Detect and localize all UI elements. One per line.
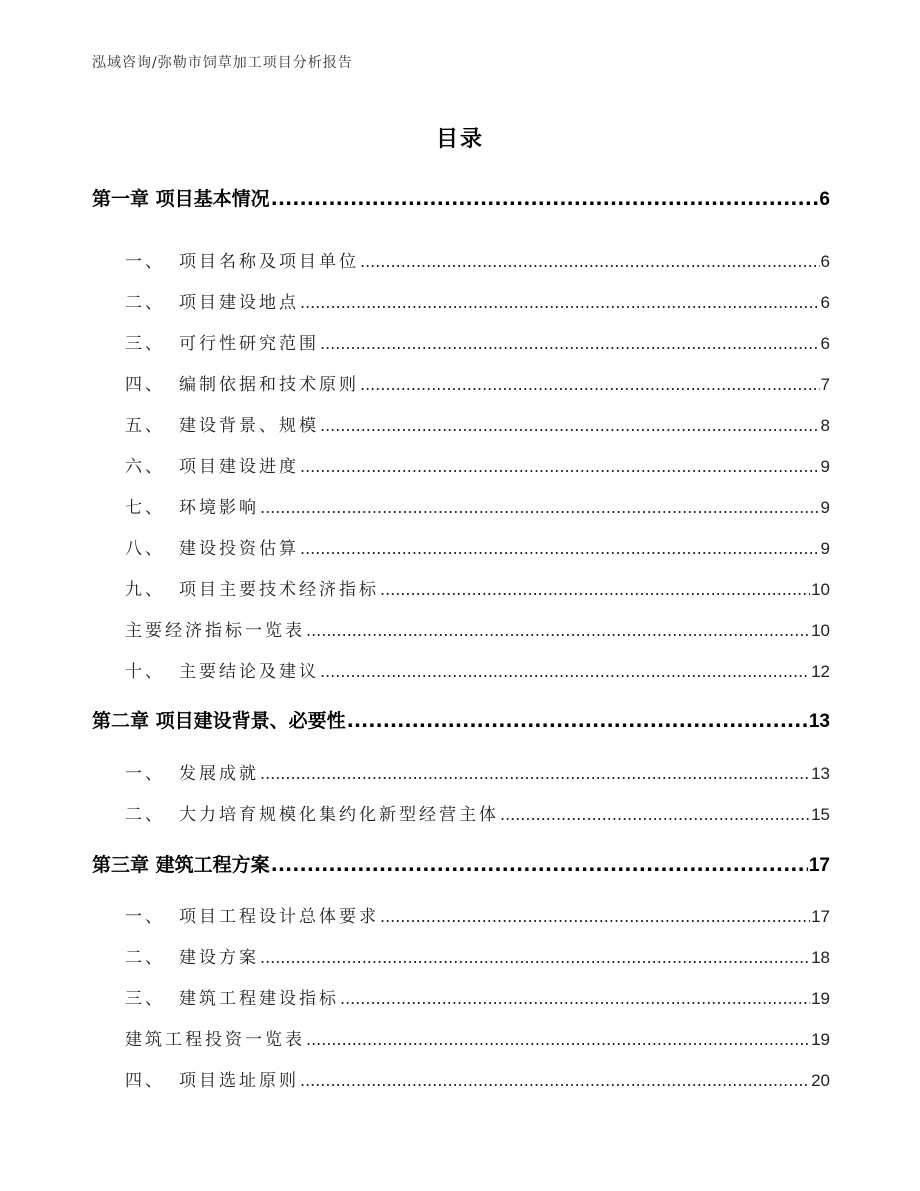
- dot-leader: [306, 1030, 810, 1049]
- toc-section-entry[interactable]: [125, 329, 830, 354]
- toc-entry-text: 环境影响: [179, 498, 259, 518]
- toc-section-entry[interactable]: [125, 411, 830, 436]
- toc-entry-label: [125, 1025, 305, 1050]
- toc-entry-label: [125, 534, 299, 559]
- toc-entry-label: [125, 493, 259, 518]
- toc-entry-label: [125, 657, 319, 682]
- toc-section-entry[interactable]: [125, 452, 830, 477]
- dot-leader: [271, 854, 808, 876]
- toc-section-entry[interactable]: [125, 288, 830, 313]
- toc-entry-text: 第二章 项目建设背景、必要性: [92, 710, 346, 732]
- dot-leader: [320, 416, 820, 435]
- toc-entry-text: 主要结论及建议: [179, 662, 319, 682]
- toc-entry-label: [92, 706, 346, 733]
- toc-entry-label: [125, 984, 339, 1009]
- toc-entry-number: 一、: [125, 252, 165, 272]
- toc-entry-label: [92, 850, 270, 877]
- toc-entry-number: 二、: [125, 293, 165, 313]
- toc-entry-label: [125, 370, 359, 395]
- toc-entry-text: 编制依据和技术原则: [179, 375, 359, 395]
- dot-leader: [380, 580, 810, 599]
- toc-chapter-entry[interactable]: [92, 706, 830, 733]
- dot-leader: [300, 293, 820, 312]
- dot-leader: [300, 539, 820, 558]
- toc-section-entry[interactable]: [125, 534, 830, 559]
- toc-entry-label: [125, 288, 299, 313]
- toc-entry-number: 八、: [125, 539, 165, 559]
- dot-leader: [260, 498, 820, 517]
- toc-entry-label: [125, 329, 319, 354]
- dot-leader: [500, 805, 810, 824]
- toc-page-number: 19: [811, 1030, 830, 1049]
- toc-entry-label: [125, 1066, 299, 1091]
- toc-page-number: 17: [808, 855, 830, 876]
- dot-leader: [347, 710, 808, 732]
- dot-leader: [260, 764, 810, 783]
- toc-page-number: 12: [811, 662, 830, 681]
- toc-entry-number: 二、: [125, 948, 165, 968]
- toc-page-number: 10: [811, 580, 830, 599]
- toc-section-entry[interactable]: [125, 370, 830, 395]
- toc-entry-number: 四、: [125, 375, 165, 395]
- toc-page-number: 10: [811, 621, 830, 640]
- toc-entry-label: [125, 800, 499, 825]
- toc-entry-text: 项目工程设计总体要求: [179, 907, 379, 927]
- toc-section-entry[interactable]: [125, 800, 830, 825]
- toc-section-entry[interactable]: [125, 657, 830, 682]
- toc-entry-number: 一、: [125, 907, 165, 927]
- toc-chapter-entry[interactable]: [92, 850, 830, 877]
- toc-entry-text: 第三章 建筑工程方案: [92, 854, 270, 876]
- dot-leader: [320, 662, 810, 681]
- toc-entry-text: 第一章 项目基本情况: [92, 188, 270, 210]
- toc-page-number: 15: [811, 805, 830, 824]
- dot-leader: [260, 948, 810, 967]
- toc-page-number: 6: [819, 189, 830, 210]
- toc-section-entry[interactable]: [125, 1025, 830, 1050]
- toc-entry-label: [125, 616, 305, 641]
- toc-entry-text: 项目建设地点: [179, 293, 299, 313]
- toc-page-number: 8: [820, 416, 830, 435]
- toc-entry-text: 可行性研究范围: [179, 334, 319, 354]
- dot-leader: [340, 989, 810, 1008]
- toc-section-entry[interactable]: [125, 943, 830, 968]
- toc-page-number: 19: [811, 989, 830, 1008]
- toc-entry-text: 建筑工程投资一览表: [125, 1030, 305, 1050]
- toc-page-number: 9: [820, 498, 830, 517]
- toc-section-entry[interactable]: [125, 1066, 830, 1091]
- toc-entry-number: 四、: [125, 1071, 165, 1091]
- toc-section-entry[interactable]: [125, 984, 830, 1009]
- toc-entry-text: 建筑工程建设指标: [179, 989, 339, 1009]
- toc-entry-text: 发展成就: [179, 764, 259, 784]
- dot-leader: [271, 188, 819, 210]
- toc-page-number: 6: [820, 334, 830, 353]
- dot-leader: [360, 375, 820, 394]
- toc-entry-label: [125, 575, 379, 600]
- toc-page-number: 6: [820, 252, 830, 271]
- toc-entry-text: 项目建设进度: [179, 457, 299, 477]
- dot-leader: [320, 334, 820, 353]
- running-header: 泓域咨询/弥勒市饲草加工项目分析报告: [92, 55, 353, 71]
- toc-entry-number: 一、: [125, 764, 165, 784]
- dot-leader: [360, 252, 820, 271]
- toc-page-number: 9: [820, 539, 830, 558]
- toc-entry-number: 十、: [125, 662, 165, 682]
- toc-page-number: 20: [811, 1071, 830, 1090]
- toc-entry-number: 七、: [125, 498, 165, 518]
- toc-entry-text: 建设方案: [179, 948, 259, 968]
- toc-entry-label: [92, 184, 270, 211]
- toc-entry-label: [125, 902, 379, 927]
- toc-section-entry[interactable]: [125, 575, 830, 600]
- toc-page-number: 17: [811, 907, 830, 926]
- toc-entry-label: [125, 943, 259, 968]
- toc-entry-text: 大力培育规模化集约化新型经营主体: [179, 805, 499, 825]
- toc-entry-text: 项目选址原则: [179, 1071, 299, 1091]
- toc-entry-number: 五、: [125, 416, 165, 436]
- toc-section-entry[interactable]: [125, 616, 830, 641]
- toc-page-number: 13: [808, 711, 830, 732]
- toc-entry-number: 九、: [125, 580, 165, 600]
- toc-entry-number: 三、: [125, 334, 165, 354]
- toc-entry-text: 建设投资估算: [179, 539, 299, 559]
- toc-page-number: 7: [820, 375, 830, 394]
- toc-chapter-entry[interactable]: [92, 184, 830, 211]
- toc-entry-number: 六、: [125, 457, 165, 477]
- dot-leader: [300, 1071, 810, 1090]
- dot-leader: [380, 907, 810, 926]
- dot-leader: [300, 457, 820, 476]
- toc-entry-number: 二、: [125, 805, 165, 825]
- toc-entry-label: [125, 452, 299, 477]
- toc-page-number: 9: [820, 457, 830, 476]
- toc-section-entry[interactable]: [125, 493, 830, 518]
- toc-section-entry[interactable]: [125, 759, 830, 784]
- toc-entry-label: [125, 411, 319, 436]
- dot-leader: [306, 621, 810, 640]
- toc-entry-text: 项目主要技术经济指标: [179, 580, 379, 600]
- toc-page-number: 6: [820, 293, 830, 312]
- toc-entry-text: 主要经济指标一览表: [125, 621, 305, 641]
- toc-page-number: 18: [811, 948, 830, 967]
- toc-entry-text: 建设背景、规模: [179, 416, 319, 436]
- toc-entry-label: [125, 247, 359, 272]
- toc-title: 目录: [435, 127, 484, 152]
- toc-entry-label: [125, 759, 259, 784]
- toc-section-entry[interactable]: [125, 247, 830, 272]
- toc-section-entry[interactable]: [125, 902, 830, 927]
- toc-entry-number: 三、: [125, 989, 165, 1009]
- toc-page-number: 13: [811, 764, 830, 783]
- toc-entry-text: 项目名称及项目单位: [179, 252, 359, 272]
